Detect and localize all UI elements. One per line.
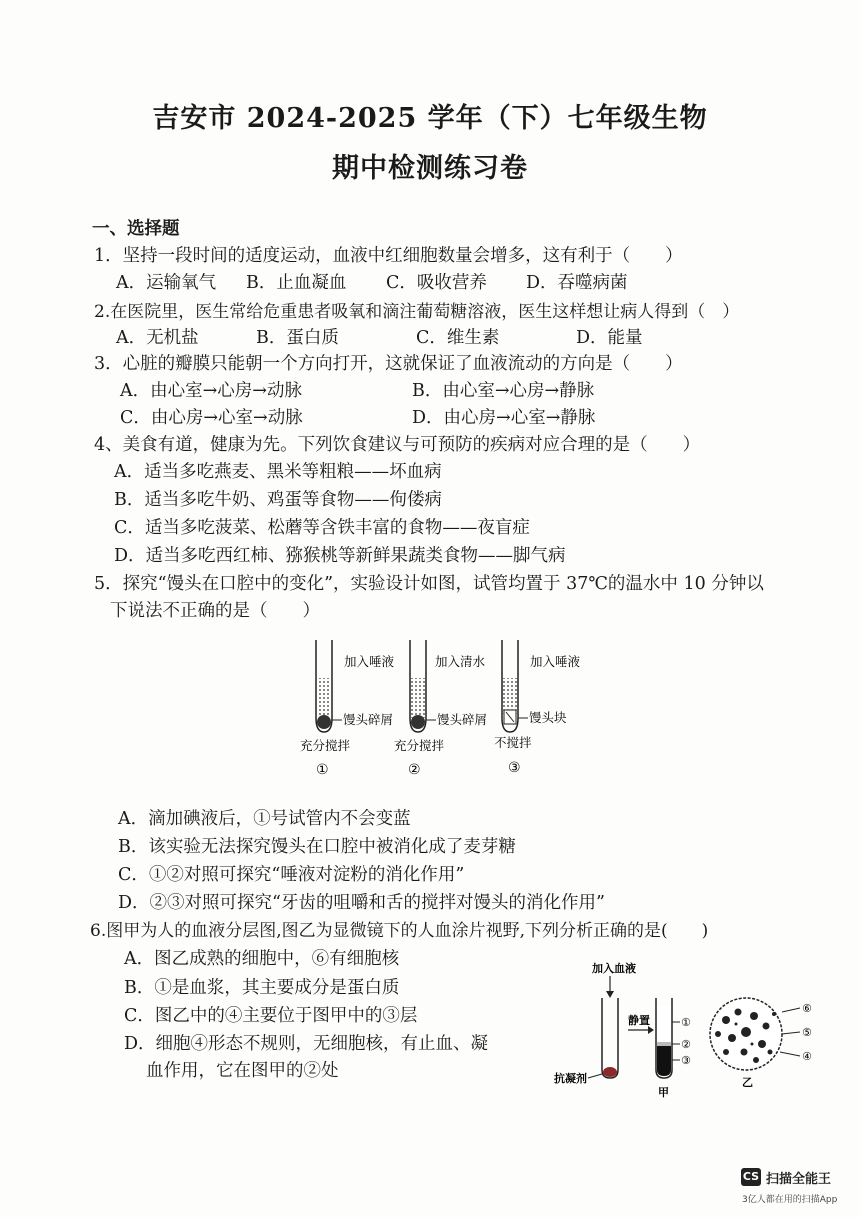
question-5-stem-line1: 5．探究“馒头在口腔中的变化”，实验设计如图，试管均置于 37℃的温水中 10 分钟以 [94, 574, 764, 594]
tube-3-side-label: 馒头块 [529, 710, 567, 725]
question-2-option-c: C．维生素 [416, 328, 500, 348]
blood-figure [548, 960, 838, 1100]
still-label: 静置 [628, 1014, 650, 1027]
tube-2-top-label: 加入清水 [435, 654, 486, 669]
question-6-option-d: D．细胞④形态不规则，无细胞核，有止血、凝 [124, 1034, 489, 1054]
question-4-option-c: C．适当多吃菠菜、松蘑等含铁丰富的食物——夜盲症 [114, 518, 530, 538]
question-6-option-b: B．①是血浆，其主要成分是蛋白质 [124, 978, 400, 998]
question-6-option-c: C．图乙中的④主要位于图甲中的③层 [124, 1006, 418, 1026]
question-2-option-b: B．蛋白质 [256, 328, 339, 348]
question-6-option-d-cont: 血作用，它在图甲的②处 [146, 1061, 339, 1081]
figure-jia-label: 甲 [658, 1086, 669, 1099]
question-6-option-a: A．图乙成熟的细胞中，⑥有细胞核 [124, 949, 400, 969]
exam-title-line2: 期中检测练习卷 [332, 153, 528, 184]
tube-1-side-label: 馒头碎屑 [343, 712, 394, 727]
question-1-option-d: D．吞噬病菌 [526, 273, 628, 293]
question-3-stem: 3．心脏的瓣膜只能朝一个方向打开，这就保证了血液流动的方向是（ ） [94, 354, 683, 374]
question-2-stem: 2.在医院里，医生常给危重患者吸氧和滴注葡萄糖溶液，医生这样想让病人得到（ ） [94, 302, 740, 322]
tube-3-top-label: 加入唾液 [530, 654, 581, 669]
question-6-stem: 6.图甲为人的血液分层图,图乙为显微镜下的人血涂片视野,下列分析正确的是( ) [90, 921, 709, 941]
figure-yi-label: 乙 [742, 1076, 753, 1089]
tube-1-top-label: 加入唾液 [344, 654, 395, 669]
test-tube-figure [290, 632, 610, 782]
tube-3-bottom-label: 不搅拌 [494, 735, 532, 750]
layer-2-label: ② [681, 1038, 691, 1051]
camscanner-logo: CS [741, 1168, 761, 1186]
question-5-option-a: A．滴加碘液后，①号试管内不会变蓝 [118, 809, 411, 829]
test-tube-1 [316, 640, 342, 732]
anticoagulant-label: 抗凝剂 [554, 1072, 587, 1085]
question-5-option-c: C．①②对照可探究“唾液对淀粉的消化作用” [118, 865, 465, 885]
cell-4-label: ④ [802, 1050, 812, 1063]
tube-1-number: ① [316, 762, 329, 778]
question-3-option-d: D．由心房→心室→静脉 [412, 408, 596, 428]
question-1-option-c: C．吸收营养 [386, 273, 487, 293]
question-5-stem-line2: 下说法不正确的是（ ） [110, 601, 320, 621]
cell-6-label: ⑥ [802, 1002, 812, 1015]
question-4-option-a: A．适当多吃燕麦、黑米等粗粮——坏血病 [114, 462, 442, 482]
question-4-option-d: D．适当多吃西红柿、猕猴桃等新鲜果蔬类食物——脚气病 [114, 546, 566, 566]
add-blood-label: 加入血液 [592, 962, 636, 975]
question-1-stem: 1．坚持一段时间的适度运动，血液中红细胞数量会增多，这有利于（ ） [94, 246, 683, 266]
question-2-option-d: D．能量 [576, 328, 643, 348]
tube-1-bottom-label: 充分搅拌 [300, 738, 351, 753]
exam-title-line1: 吉安市 2024-2025 学年（下）七年级生物 [152, 103, 708, 134]
tube-2-bottom-label: 充分搅拌 [394, 738, 445, 753]
section-heading: 一、选择题 [92, 219, 180, 239]
question-4-option-b: B．适当多吃牛奶、鸡蛋等食物——佝偻病 [114, 490, 442, 510]
question-3-option-c: C．由心房→心室→动脉 [120, 408, 303, 428]
question-4-stem: 4、美食有道，健康为先。下列饮食建议与可预防的疾病对应合理的是（ ） [94, 435, 701, 455]
question-1-option-a: A．运输氧气 [116, 273, 217, 293]
camscanner-subtitle: 3亿人都在用的扫描App [742, 1195, 838, 1205]
question-2-option-a: A．无机盐 [116, 328, 199, 348]
test-tube-2 [410, 640, 436, 732]
test-tube-3 [502, 640, 528, 732]
camscanner-name: 扫描全能王 [766, 1172, 832, 1187]
question-3-option-b: B．由心室→心房→静脉 [412, 381, 595, 401]
layer-3-label: ③ [681, 1054, 691, 1067]
layer-1-label: ① [681, 1016, 691, 1029]
question-5-option-d: D．②③对照可探究“牙齿的咀嚼和舌的搅拌对馒头的消化作用” [118, 893, 605, 913]
question-5-option-b: B．该实验无法探究馒头在口腔中被消化成了麦芽糖 [118, 837, 516, 857]
cell-5-label: ⑤ [802, 1026, 812, 1039]
tube-2-number: ② [408, 762, 421, 778]
tube-3-number: ③ [508, 760, 521, 776]
tube-2-side-label: 馒头碎屑 [437, 712, 488, 727]
question-3-option-a: A．由心室→心房→动脉 [120, 381, 302, 401]
question-1-option-b: B．止血凝血 [246, 273, 347, 293]
